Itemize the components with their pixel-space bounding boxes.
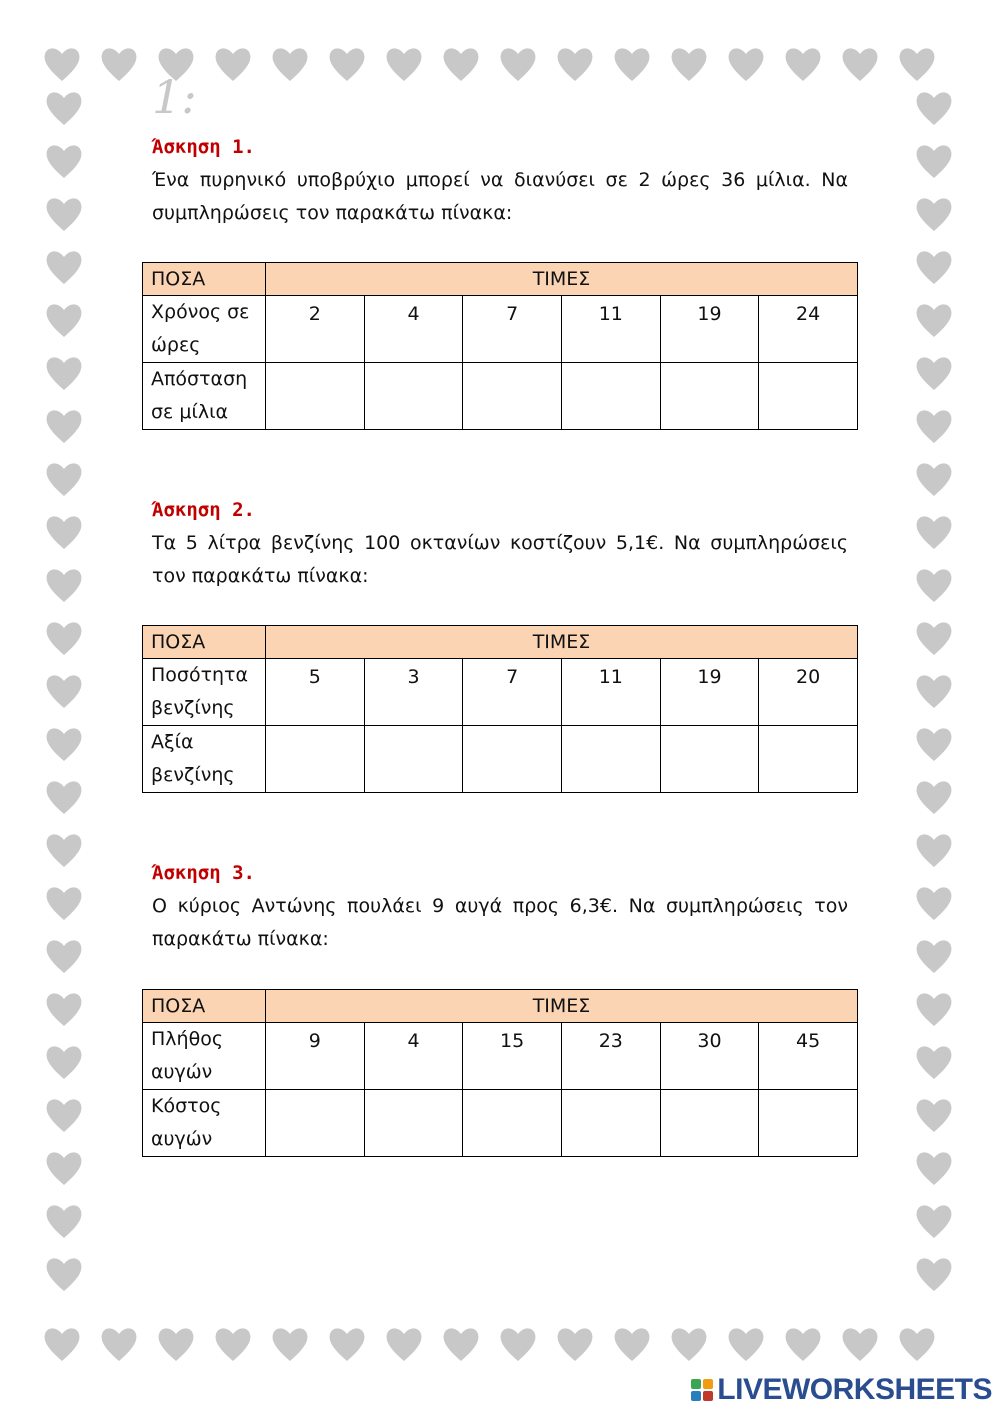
heart-icon [553, 42, 597, 86]
heart-icon [553, 1322, 597, 1366]
heart-icon [325, 1322, 369, 1366]
table-cell: 20 [759, 659, 858, 726]
row-label: Κόστος αυγών [143, 1090, 266, 1157]
answer-cell[interactable] [463, 1090, 562, 1157]
heart-icon [895, 1322, 939, 1366]
answer-cell[interactable] [759, 1090, 858, 1157]
heart-icon [912, 192, 956, 236]
heart-icon [382, 42, 426, 86]
exercise-title: Άσκηση 3. [152, 862, 255, 884]
heart-icon [439, 1322, 483, 1366]
heart-icon [42, 1146, 86, 1190]
heart-icon [42, 1252, 86, 1296]
answer-cell[interactable] [759, 726, 858, 793]
heart-icon [496, 42, 540, 86]
heart-icon [439, 42, 483, 86]
answer-cell[interactable] [660, 363, 759, 430]
heart-icon [838, 42, 882, 86]
heart-icon [895, 42, 939, 86]
heart-icon [211, 42, 255, 86]
heart-icon [912, 510, 956, 554]
table-cell: 4 [364, 296, 463, 363]
heart-icon [42, 1199, 86, 1243]
answer-cell[interactable] [660, 1090, 759, 1157]
values-table-3 [142, 989, 858, 1157]
heart-icon [912, 86, 956, 130]
heart-icon [912, 563, 956, 607]
heart-icon [268, 42, 312, 86]
heart-icon [912, 457, 956, 501]
table-cell: 23 [561, 1023, 660, 1090]
heart-icon [912, 1252, 956, 1296]
heart-icon [42, 139, 86, 183]
answer-cell[interactable] [561, 363, 660, 430]
table-cell: 3 [364, 659, 463, 726]
heart-icon [40, 42, 84, 86]
heart-icon [912, 987, 956, 1031]
answer-cell[interactable] [660, 726, 759, 793]
exercise-1 [152, 136, 848, 230]
heart-icon [912, 616, 956, 660]
table-cell: 19 [660, 296, 759, 363]
answer-cell[interactable] [364, 1090, 463, 1157]
heart-icon [97, 42, 141, 86]
heart-icon [912, 1040, 956, 1084]
table-cell: 7 [463, 296, 562, 363]
heart-icon [724, 1322, 768, 1366]
left-heart-border [42, 86, 86, 1296]
answer-cell[interactable] [266, 1090, 365, 1157]
table-cell: 2 [266, 296, 365, 363]
answer-cell[interactable] [463, 726, 562, 793]
heart-icon [912, 404, 956, 448]
exercise-text: Ένα πυρηνικό υποβρύχιο μπορεί να διανύσει σε 2 ώρες 36 μίλια. Να συμπληρώσεις τον παρακάτω πίνακα: [152, 169, 848, 224]
values-table-1 [142, 262, 858, 430]
heart-icon [912, 669, 956, 713]
table-header-quantities: ΠΟΣΑ [143, 990, 266, 1023]
heart-icon [912, 828, 956, 872]
exercise-title: Άσκηση 2. [152, 499, 255, 521]
table-cell: 11 [561, 659, 660, 726]
heart-icon [42, 616, 86, 660]
heart-icon [912, 775, 956, 819]
heart-icon [912, 881, 956, 925]
liveworksheets-text: LIVEWORKSHEETS [717, 1373, 992, 1406]
row-label: Αξία βενζίνης [143, 726, 266, 793]
answer-cell[interactable] [561, 726, 660, 793]
heart-icon [325, 42, 369, 86]
heart-icon [912, 722, 956, 766]
heart-icon [781, 42, 825, 86]
heart-icon [912, 298, 956, 342]
heart-icon [667, 42, 711, 86]
exercise-2 [152, 499, 848, 593]
heart-icon [42, 722, 86, 766]
table-header-quantities: ΠΟΣΑ [143, 626, 266, 659]
table-cell: 4 [364, 1023, 463, 1090]
heart-icon [42, 1040, 86, 1084]
right-heart-border [912, 86, 956, 1296]
heart-icon [42, 563, 86, 607]
heart-icon [42, 881, 86, 925]
row-label: Ποσότητα βενζίνης [143, 659, 266, 726]
heart-icon [42, 934, 86, 978]
heart-icon [496, 1322, 540, 1366]
exercise-text: Τα 5 λίτρα βενζίνης 100 οκτανίων κοστίζουν 5,1€. Να συμπληρώσεις τον παρακάτω πίνακα: [152, 532, 848, 587]
heart-icon [610, 1322, 654, 1366]
table-cell: 30 [660, 1023, 759, 1090]
table-cell: 11 [561, 296, 660, 363]
heart-icon [42, 1093, 86, 1137]
exercise-3 [152, 862, 848, 956]
answer-cell[interactable] [463, 363, 562, 430]
heart-icon [912, 1093, 956, 1137]
heart-icon [781, 1322, 825, 1366]
heart-icon [912, 351, 956, 395]
heart-icon [154, 1322, 198, 1366]
table-cell: 9 [266, 1023, 365, 1090]
heart-icon [268, 1322, 312, 1366]
heart-icon [912, 245, 956, 289]
liveworksheets-logo[interactable] [691, 1373, 992, 1407]
heart-icon [42, 351, 86, 395]
heart-icon [42, 987, 86, 1031]
heart-icon [912, 1199, 956, 1243]
heart-icon [42, 298, 86, 342]
table-header-quantities: ΠΟΣΑ [143, 263, 266, 296]
heart-icon [42, 86, 86, 130]
row-label: Απόσταση σε μίλια [143, 363, 266, 430]
exercise-title: Άσκηση 1. [152, 136, 255, 158]
heart-icon [912, 1146, 956, 1190]
values-table-2 [142, 625, 858, 793]
heart-icon [610, 42, 654, 86]
answer-cell[interactable] [561, 1090, 660, 1157]
heart-icon [667, 1322, 711, 1366]
answer-cell[interactable] [266, 363, 365, 430]
heart-icon [42, 245, 86, 289]
heart-icon [42, 510, 86, 554]
table-header-values: ΤΙΜΕΣ [266, 626, 858, 659]
heart-icon [42, 669, 86, 713]
table-cell: 45 [759, 1023, 858, 1090]
row-label: Χρόνος σε ώρες [143, 296, 266, 363]
row-label: Πλήθος αυγών [143, 1023, 266, 1090]
heart-icon [382, 1322, 426, 1366]
heart-icon [912, 934, 956, 978]
heart-icon [97, 1322, 141, 1366]
heart-icon [42, 775, 86, 819]
answer-cell[interactable] [266, 726, 365, 793]
heart-icon [211, 1322, 255, 1366]
heart-icon [40, 1322, 84, 1366]
page-number: 1: [152, 70, 197, 124]
table-header-values: ΤΙΜΕΣ [266, 990, 858, 1023]
answer-cell[interactable] [364, 363, 463, 430]
heart-icon [838, 1322, 882, 1366]
table-cell: 15 [463, 1023, 562, 1090]
table-cell: 24 [759, 296, 858, 363]
bottom-heart-border [40, 1322, 939, 1366]
answer-cell[interactable] [364, 726, 463, 793]
liveworksheets-icon [691, 1379, 713, 1401]
table-cell: 19 [660, 659, 759, 726]
table-cell: 5 [266, 659, 365, 726]
answer-cell[interactable] [759, 363, 858, 430]
heart-icon [42, 192, 86, 236]
heart-icon [912, 139, 956, 183]
heart-icon [724, 42, 768, 86]
heart-icon [42, 457, 86, 501]
table-cell: 7 [463, 659, 562, 726]
heart-icon [42, 828, 86, 872]
exercise-text: Ο κύριος Αντώνης πουλάει 9 αυγά προς 6,3€. Να συμπληρώσεις τον παρακάτω πίνακα: [152, 895, 848, 950]
table-header-values: ΤΙΜΕΣ [266, 263, 858, 296]
heart-icon [42, 404, 86, 448]
